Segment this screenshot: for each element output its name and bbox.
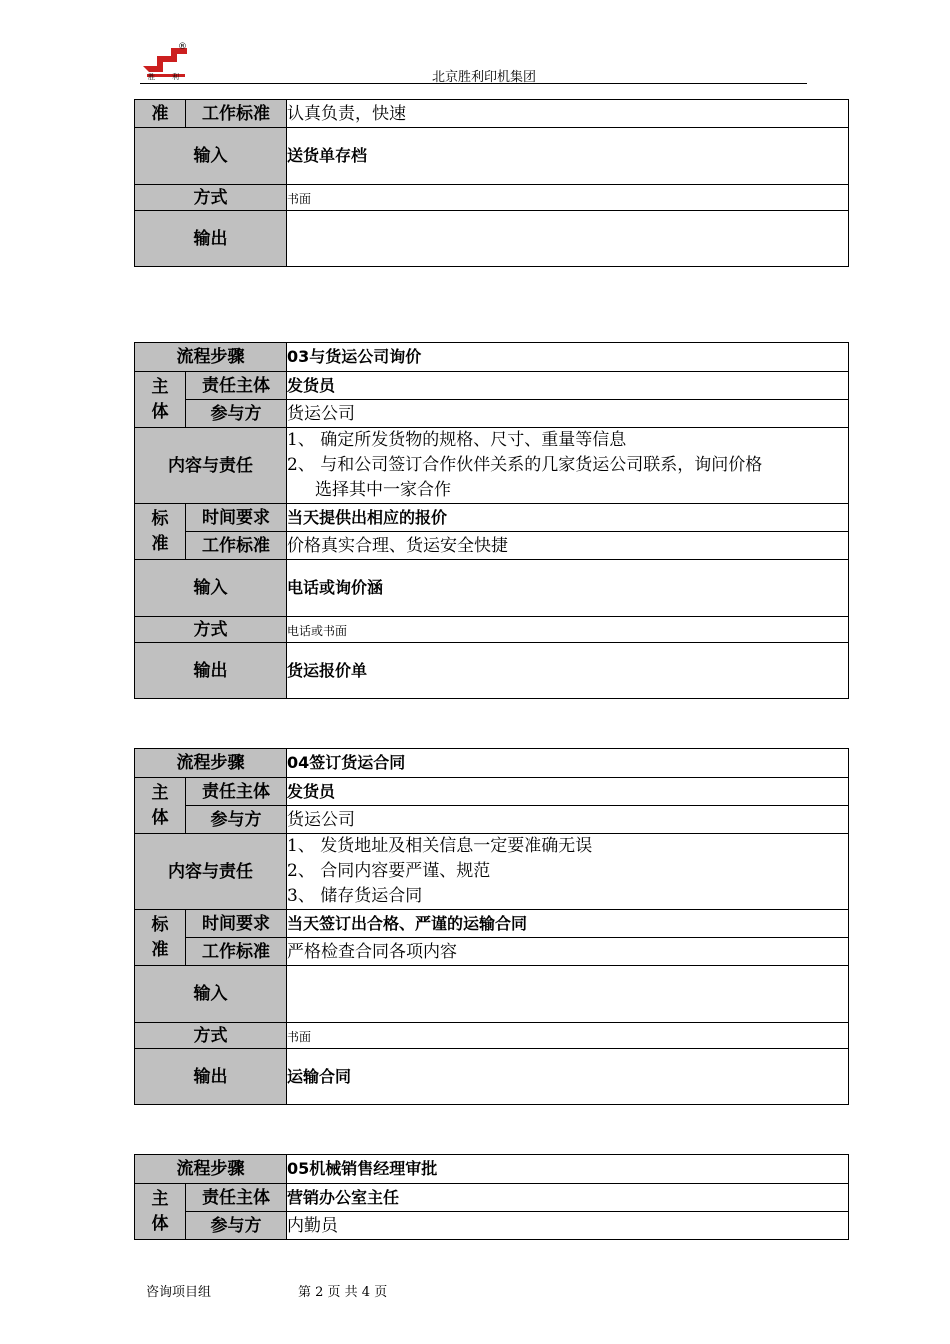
- output-value: [287, 211, 849, 267]
- page-number: 第 2 页 共 4 页: [298, 1285, 388, 1300]
- standard-label: 标 准: [135, 910, 186, 966]
- subject-label: 主 体: [135, 372, 186, 428]
- subject-label: 主 体: [135, 778, 186, 834]
- input-value: 送货单存档: [287, 128, 849, 185]
- footer-group: 咨询项目组: [146, 1285, 212, 1300]
- step-value: 03与货运公司询价: [287, 343, 849, 372]
- input-label: 输入: [135, 560, 287, 617]
- output-label: 输出: [135, 643, 287, 699]
- participant-label: 参与方: [186, 806, 287, 834]
- company-name: 北京胜利印机集团: [432, 70, 537, 85]
- responsible-value: 发货员: [287, 372, 849, 400]
- participant-value: 内勤员: [287, 1212, 849, 1240]
- time-requirement-value: 当天签订出合格、严谨的运输合同: [287, 910, 849, 938]
- output-value: 货运报价单: [287, 643, 849, 699]
- participant-label: 参与方: [186, 1212, 287, 1240]
- content-item: 选择其中一家合作: [315, 480, 451, 500]
- method-label: 方式: [135, 1023, 287, 1049]
- process-step-table: [134, 342, 849, 699]
- content-item: 3、 储存货运合同: [287, 886, 423, 906]
- input-label: 输入: [135, 128, 287, 185]
- time-requirement-label: 时间要求: [186, 910, 287, 938]
- participant-value: 货运公司: [287, 806, 849, 834]
- subject-label: 主 体: [135, 1184, 186, 1240]
- work-standard-value: 价格真实合理、货运安全快捷: [287, 532, 849, 560]
- logo-caption-left: 胜: [148, 73, 155, 81]
- work-standard-value: 严格检查合同各项内容: [287, 938, 849, 966]
- content-list: [287, 834, 849, 910]
- step-label: 流程步骤: [135, 1155, 287, 1184]
- time-requirement-label: 时间要求: [186, 504, 287, 532]
- step-value: 04签订货运合同: [287, 749, 849, 778]
- content-item: 2、 与和公司签订合作伙伴关系的几家货运公司联系，询问价格: [287, 455, 763, 475]
- work-standard-label: 工作标准: [186, 938, 287, 966]
- time-requirement-value: 当天提供出相应的报价: [287, 504, 849, 532]
- content-label: 内容与责任: [135, 428, 287, 504]
- input-value: [287, 966, 849, 1023]
- output-value: 运输合同: [287, 1049, 849, 1105]
- work-standard-label: 工作标准: [186, 532, 287, 560]
- method-value: 书面: [287, 185, 849, 211]
- responsible-value: 营销办公室主任: [287, 1184, 849, 1212]
- registered-mark: ®: [178, 42, 187, 52]
- method-label: 方式: [135, 185, 287, 211]
- logo-caption-right: 利: [172, 73, 179, 81]
- standard-label: 标 准: [135, 504, 186, 560]
- content-item: 1、 发货地址及相关信息一定要准确无误: [287, 836, 593, 856]
- content-list: [287, 428, 849, 504]
- content-item: 2、 合同内容要严谨、规范: [287, 861, 491, 881]
- method-value: 电话或书面: [287, 617, 849, 643]
- participant-value: 货运公司: [287, 400, 849, 428]
- process-step-table: [134, 1154, 849, 1240]
- output-label: 输出: [135, 1049, 287, 1105]
- responsible-label: 责任主体: [186, 1184, 287, 1212]
- work-standard-label: 工作标准: [186, 100, 287, 128]
- input-value: 电话或询价涵: [287, 560, 849, 617]
- partial-process-table: [134, 99, 849, 267]
- input-label: 输入: [135, 966, 287, 1023]
- step-label: 流程步骤: [135, 343, 287, 372]
- work-standard-value: 认真负责，快速: [287, 100, 849, 128]
- responsible-value: 发货员: [287, 778, 849, 806]
- process-step-table: [134, 748, 849, 1105]
- step-label: 流程步骤: [135, 749, 287, 778]
- header-divider: [140, 83, 807, 84]
- standard-label-tail: 准: [135, 100, 186, 128]
- responsible-label: 责任主体: [186, 778, 287, 806]
- content-item: 1、 确定所发货物的规格、尺寸、重量等信息: [287, 430, 627, 450]
- output-label: 输出: [135, 211, 287, 267]
- content-label: 内容与责任: [135, 834, 287, 910]
- method-label: 方式: [135, 617, 287, 643]
- method-value: 书面: [287, 1023, 849, 1049]
- step-value: 05机械销售经理审批: [287, 1155, 849, 1184]
- participant-label: 参与方: [186, 400, 287, 428]
- responsible-label: 责任主体: [186, 372, 287, 400]
